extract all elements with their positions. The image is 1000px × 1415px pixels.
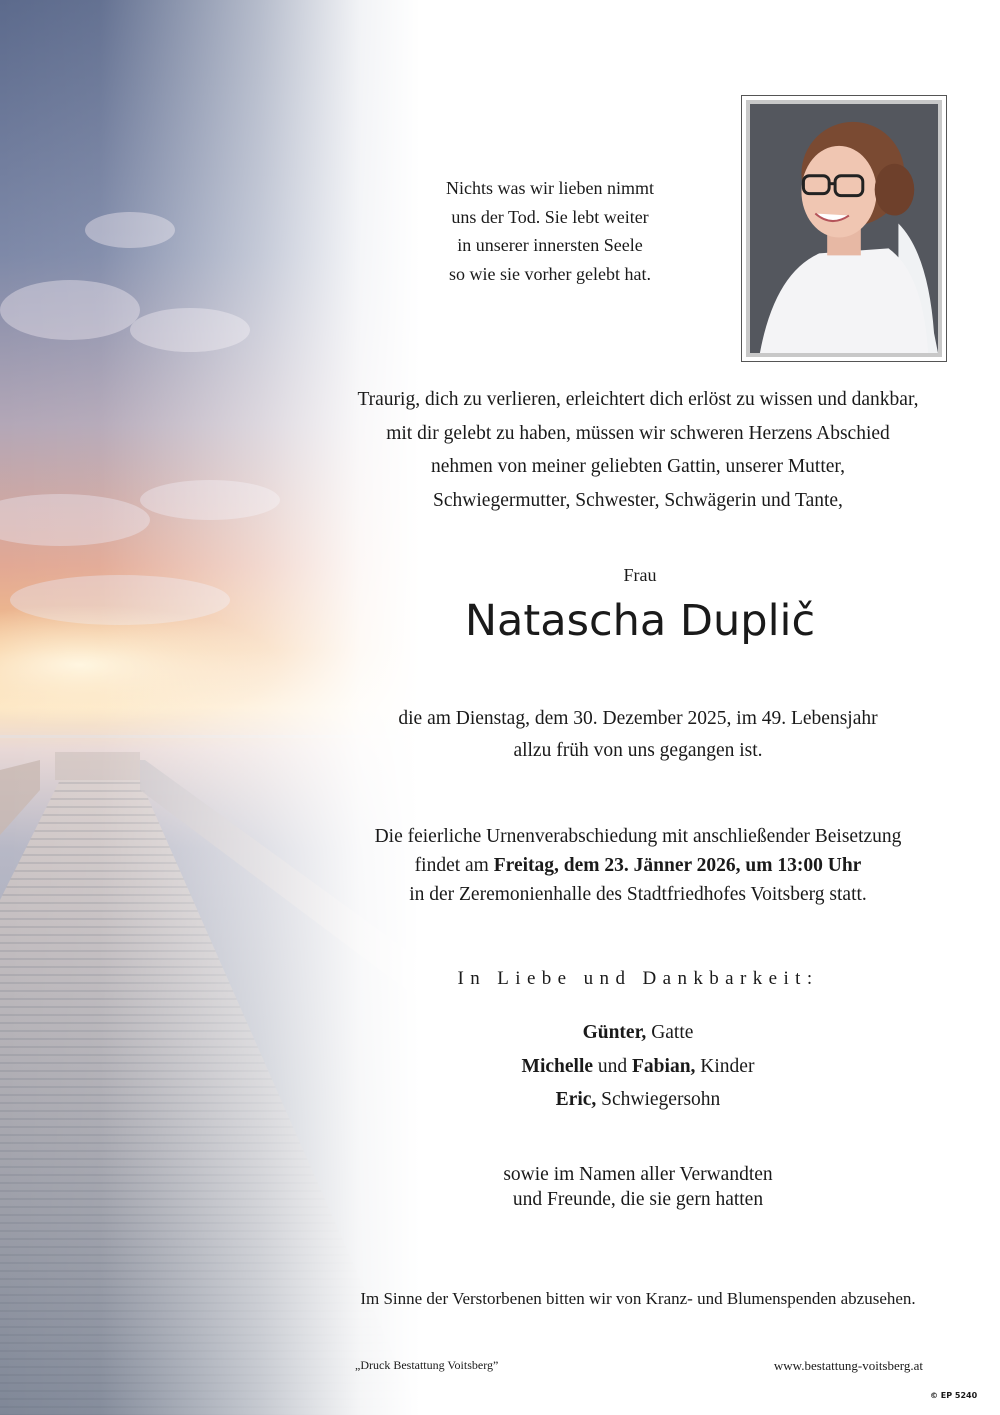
- family-connector: und: [597, 1055, 628, 1077]
- family-list: [418, 1016, 858, 1117]
- dankbarkeit-heading: In Liebe und Dankbarkeit:: [457, 968, 819, 989]
- death-notice: [318, 703, 958, 767]
- regards-line: sowie im Namen aller Verwandten: [503, 1164, 773, 1185]
- ceremony-line: [318, 851, 958, 880]
- family-member-name: Fabian,: [632, 1055, 696, 1077]
- family-member-relation: Gatte: [651, 1022, 694, 1043]
- regards: [418, 1162, 858, 1212]
- quote-line: so wie sie vorher gelebt hat.: [449, 263, 651, 284]
- announcement-intro: [318, 383, 958, 517]
- family-member-name: Günter,: [582, 1022, 647, 1043]
- quote-line: in unserer innersten Seele: [457, 235, 643, 255]
- death-line: die am Dienstag, dem 30. Dezember 2025, im 49. Lebensjahr: [398, 708, 878, 729]
- family-member-relation: Kinder: [700, 1055, 755, 1077]
- intro-line: nehmen von meiner geliebten Gattin, unserer Mutter,: [430, 456, 845, 477]
- family-member-name: Michelle: [521, 1055, 594, 1077]
- printer-credit: „Druck Bestattung Voitsberg”: [355, 1358, 499, 1372]
- death-line: allzu früh von uns gegangen ist.: [513, 740, 763, 761]
- regards-line: und Freunde, die sie gern hatten: [512, 1189, 764, 1210]
- copyright-code: © EP 5240: [930, 1391, 978, 1400]
- salutation: Frau: [623, 565, 657, 585]
- memorial-quote: [380, 174, 720, 288]
- quote-line: uns der Tod. Sie lebt weiter: [451, 206, 649, 227]
- donation-request: Im Sinne der Verstorbenen bitten wir von Kranz- und Blumenspenden abzusehen.: [360, 1289, 916, 1308]
- ceremony-prefix: findet am: [414, 855, 494, 876]
- ceremony-date-time: Freitag, dem 23. Jänner 2026, um 13:00 Uhr: [493, 855, 862, 876]
- family-member: [418, 1050, 858, 1084]
- ceremony-details: [318, 822, 958, 909]
- family-member-name: Eric,: [555, 1089, 597, 1110]
- ceremony-line: in der Zeremonienhalle des Stadtfriedhofes Voitsberg statt.: [409, 884, 867, 905]
- quote-line: Nichts was wir lieben nimmt: [446, 178, 654, 198]
- deceased-name: Natascha Duplič: [464, 596, 816, 646]
- ceremony-line: Die feierliche Urnenverabschiedung mit anschließender Beisetzung: [374, 826, 902, 847]
- family-member-relation: Schwiegersohn: [601, 1089, 721, 1110]
- family-member: [418, 1083, 858, 1117]
- portrait-photo-frame: [741, 95, 947, 362]
- intro-line: Traurig, dich zu verlieren, erleichtert dich erlöst zu wissen und dankbar,: [357, 389, 919, 410]
- family-member: [418, 1016, 858, 1050]
- intro-line: mit dir gelebt zu haben, müssen wir schweren Herzens Abschied: [386, 422, 890, 444]
- website-link[interactable]: www.bestattung-voitsberg.at: [773, 1358, 923, 1373]
- portrait-photo: [750, 104, 938, 353]
- intro-line: Schwiegermutter, Schwester, Schwägerin und Tante,: [433, 489, 843, 511]
